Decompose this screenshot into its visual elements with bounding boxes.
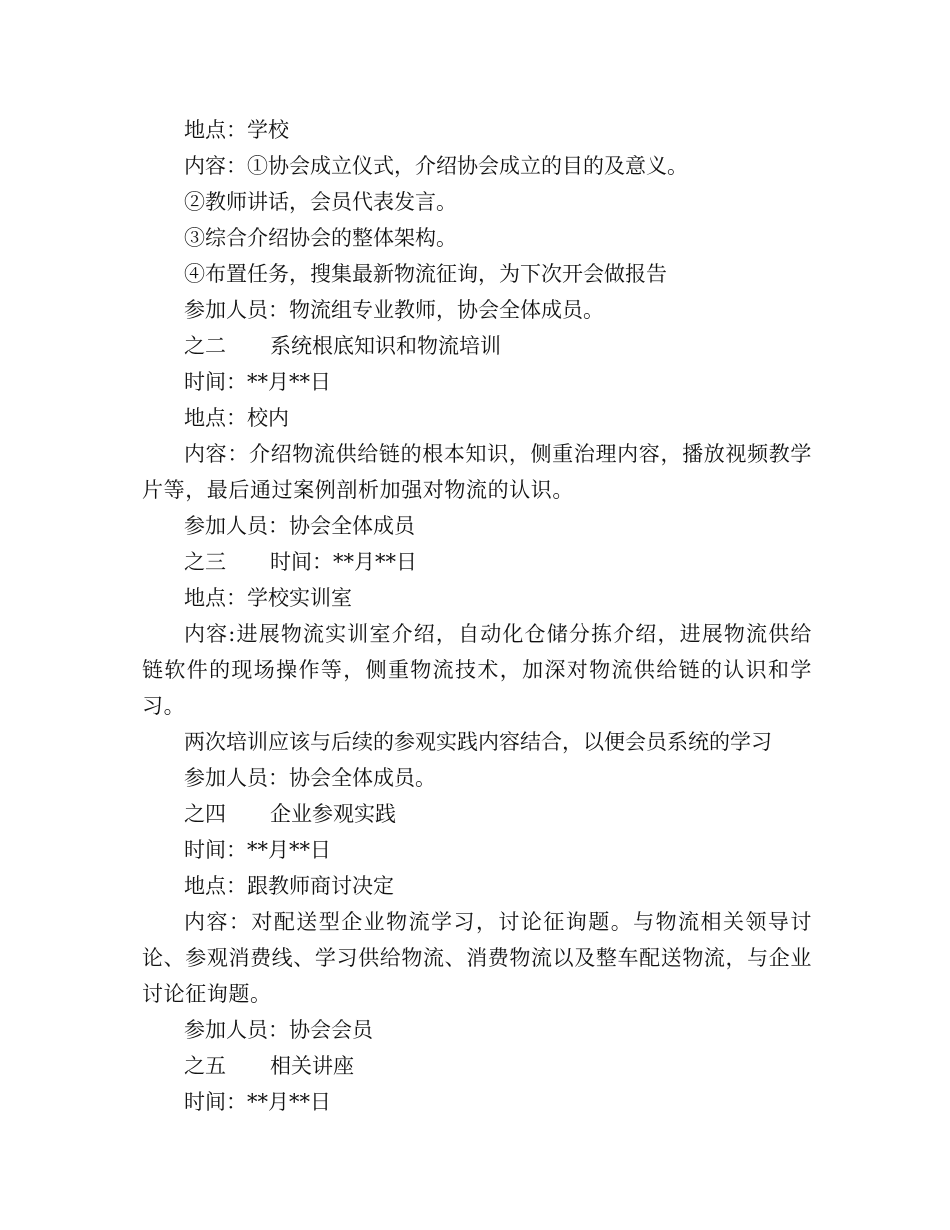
- document-body: [142, 112, 812, 1120]
- section-2-time: 时间：**月**日: [184, 370, 331, 394]
- section-3-participants: 参加人员：协会全体成员。: [184, 766, 436, 790]
- section-5-label: 之五: [184, 1054, 226, 1078]
- section-4-place: 地点：跟教师商讨决定: [184, 874, 394, 898]
- section-2-content: 内容：介绍物流供给链的根本知识，侧重治理内容，播放视频教学片等，最后通过案例剖析加强对物流的认识。: [142, 442, 812, 502]
- section-4-heading: [142, 796, 812, 832]
- section-3-time: 时间：**月**日: [270, 550, 417, 574]
- section-3-content: 内容:进展物流实训室介绍，自动化仓储分拣介绍，进展物流供给链软件的现场操作等，侧重物流技术，加深对物流供给链的认识和学习。: [142, 622, 812, 718]
- section-4-participants: 参加人员：协会会员: [184, 1018, 373, 1042]
- section-3-heading: [142, 544, 812, 580]
- section-3-note: 两次培训应该与后续的参观实践内容结合，以便会员系统的学习: [184, 730, 772, 754]
- agenda-item-4: ④布置任务，搜集最新物流征询，为下次开会做报告: [184, 262, 667, 286]
- section-2-place: 地点：校内: [184, 406, 289, 430]
- location-line: 地点：学校: [184, 118, 289, 142]
- participants-line: 参加人员：物流组专业教师，协会全体成员。: [184, 298, 604, 322]
- content-line: 内容：①协会成立仪式，介绍协会成立的目的及意义。: [184, 154, 688, 178]
- section-2-heading: [142, 328, 812, 364]
- section-2-participants: 参加人员：协会全体成员: [184, 514, 415, 538]
- section-2-label: 之二: [184, 334, 226, 358]
- agenda-item-2: ②教师讲话，会员代表发言。: [184, 190, 457, 214]
- section-5-heading: [142, 1048, 812, 1084]
- agenda-item-3: ③综合介绍协会的整体架构。: [184, 226, 457, 250]
- section-4-title: 企业参观实践: [270, 802, 396, 826]
- section-4-content: 内容：对配送型企业物流学习，讨论征询题。与物流相关领导讨论、参观消费线、学习供给物流、消费物流以及整车配送物流，与企业讨论征询题。: [142, 910, 812, 1006]
- section-5-time: 时间：**月**日: [184, 1090, 331, 1114]
- section-3-place: 地点：学校实训室: [184, 586, 352, 610]
- section-4-label: 之四: [184, 802, 226, 826]
- section-4-time: 时间：**月**日: [184, 838, 331, 862]
- section-2-title: 系统根底知识和物流培训: [270, 334, 501, 358]
- section-3-label: 之三: [184, 550, 226, 574]
- section-5-title: 相关讲座: [270, 1054, 354, 1078]
